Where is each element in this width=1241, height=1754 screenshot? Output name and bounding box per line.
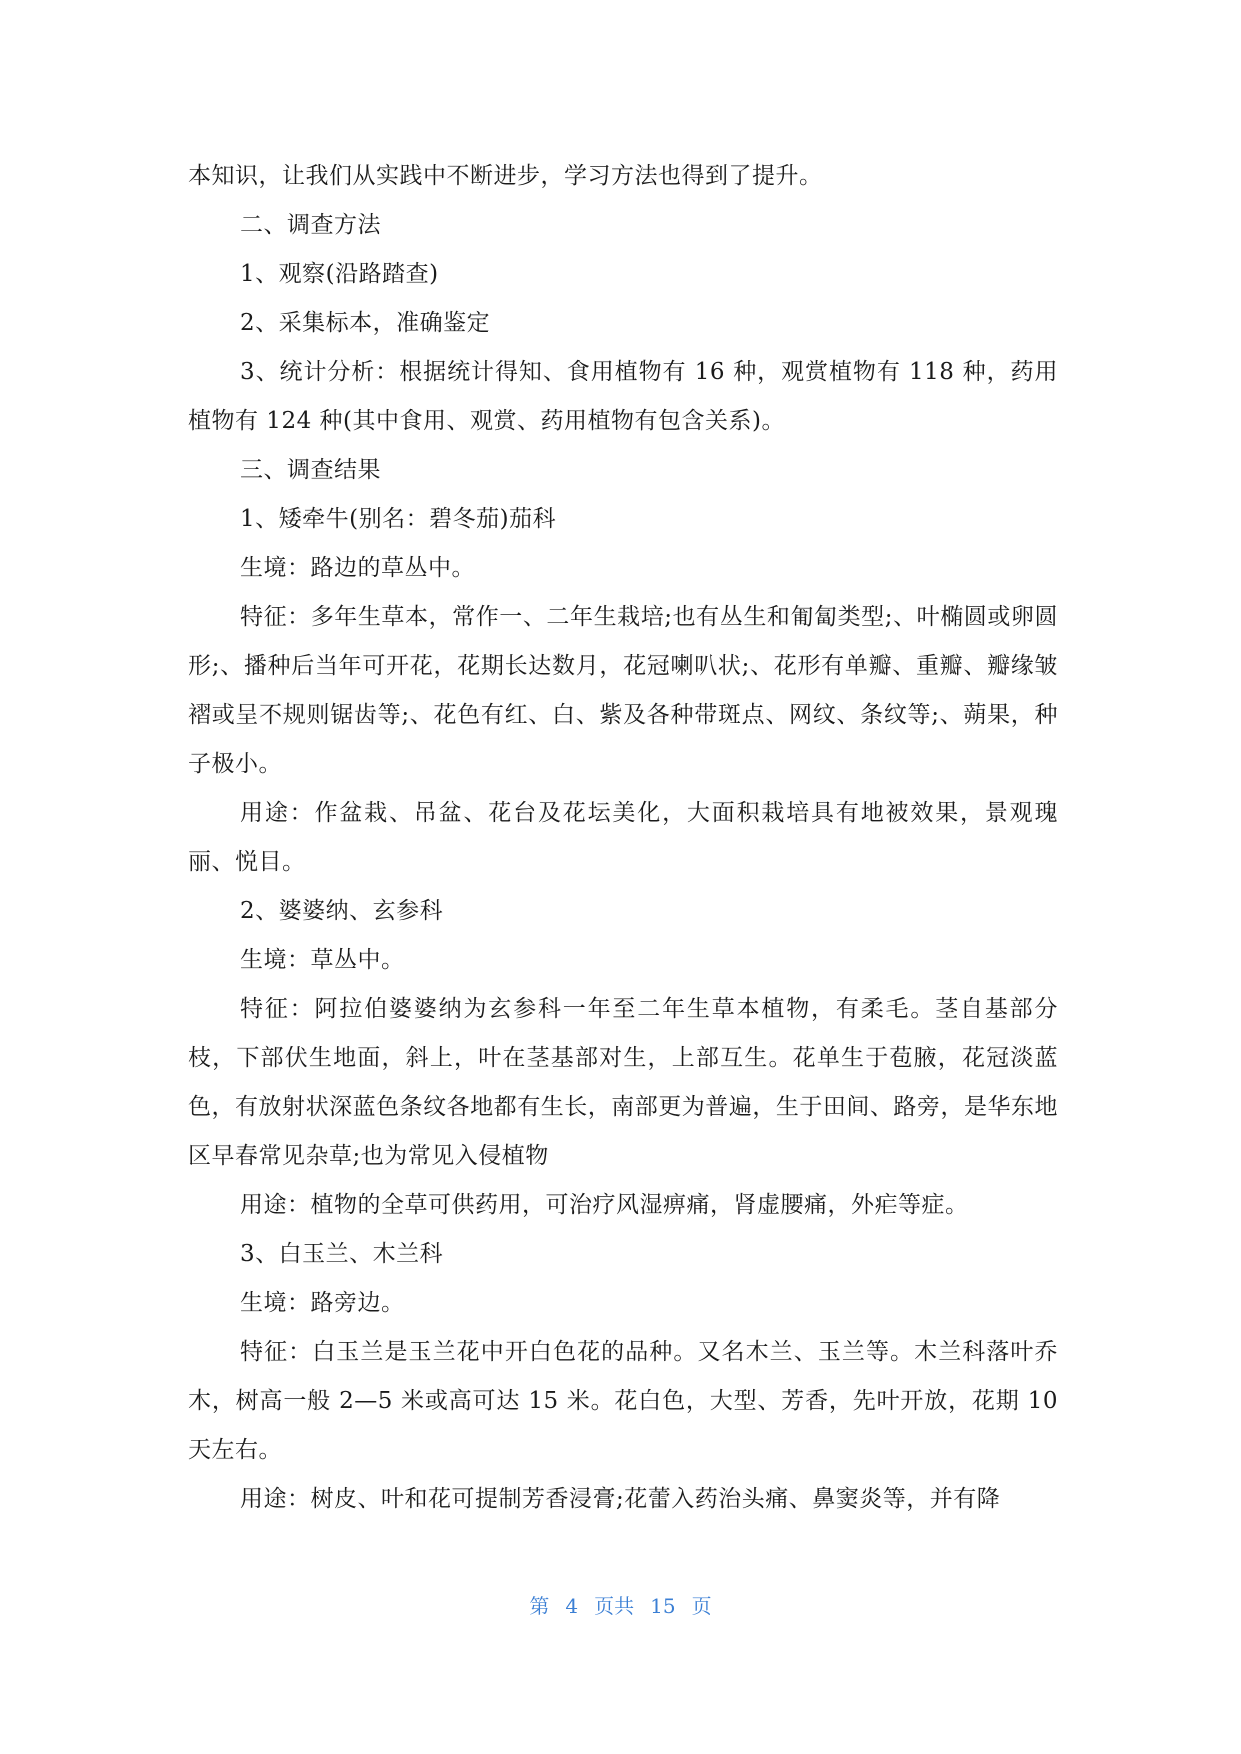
paragraph: 三、调查结果	[240, 457, 381, 483]
paragraph: 生境：草丛中。	[240, 947, 405, 973]
paragraph: 本知识，让我们从实践中不断进步，学习方法也得到了提升。	[188, 163, 823, 189]
page-footer	[0, 1590, 1241, 1619]
paragraph: 二、调查方法	[240, 212, 381, 238]
paragraph: 特征：多年生草本，常作一、二年生栽培;也有丛生和匍匐类型;、叶椭圆或卵圆形;、播种后当年可开花，花期长达数月，花冠喇叭状;、花形有单瓣、重瓣、瓣缘皱褶或呈不规则锯齿等;、花色有红、白、紫及各种带斑点、网纹、条纹等;、蒴果，种子极小。	[188, 604, 1058, 777]
page-footer-suffix: 页	[691, 1594, 712, 1618]
paragraph: 2、婆婆纳、玄参科	[240, 898, 444, 924]
paragraph: 3、统计分析：根据统计得知、食用植物有 16 种，观赏植物有 118 种，药用植物有 124 种(其中食用、观赏、药用植物有包含关系)。	[188, 359, 1058, 434]
document-body	[188, 152, 1058, 1524]
paragraph: 1、观察(沿路踏查)	[240, 261, 439, 287]
paragraph: 特征：白玉兰是玉兰花中开白色花的品种。又名木兰、玉兰等。木兰科落叶乔木，树高一般 2—5 米或高可达 15 米。花白色，大型、芳香，先叶开放，花期 10 天左右。	[188, 1339, 1058, 1463]
paragraph: 用途：树皮、叶和花可提制芳香浸膏;花蕾入药治头痛、鼻窦炎等，并有降	[240, 1486, 1001, 1512]
paragraph: 特征：阿拉伯婆婆纳为玄参科一年至二年生草本植物，有柔毛。茎自基部分枝，下部伏生地面，斜上，叶在茎基部对生，上部互生。花单生于苞腋，花冠淡蓝色，有放射状深蓝色条纹各地都有生长，南部更为普遍，生于田间、路旁，是华东地区早春常见杂草;也为常见入侵植物	[188, 996, 1058, 1169]
paragraph: 1、矮牵牛(别名：碧冬茄)茄科	[240, 506, 557, 532]
page-footer-middle: 页共	[594, 1594, 635, 1618]
page-footer-total: 15	[650, 1594, 676, 1618]
paragraph: 用途：植物的全草可供药用，可治疗风湿痹痛，肾虚腰痛，外疟等症。	[240, 1192, 969, 1218]
page-footer-current: 4	[565, 1594, 579, 1618]
paragraph: 用途：作盆栽、吊盆、花台及花坛美化，大面积栽培具有地被效果，景观瑰丽、悦目。	[188, 800, 1058, 875]
paragraph: 2、采集标本，准确鉴定	[240, 310, 491, 336]
page-footer-prefix: 第	[529, 1594, 550, 1618]
paragraph: 3、白玉兰、木兰科	[240, 1241, 444, 1267]
paragraph: 生境：路旁边。	[240, 1290, 405, 1316]
paragraph: 生境：路边的草丛中。	[240, 555, 475, 581]
